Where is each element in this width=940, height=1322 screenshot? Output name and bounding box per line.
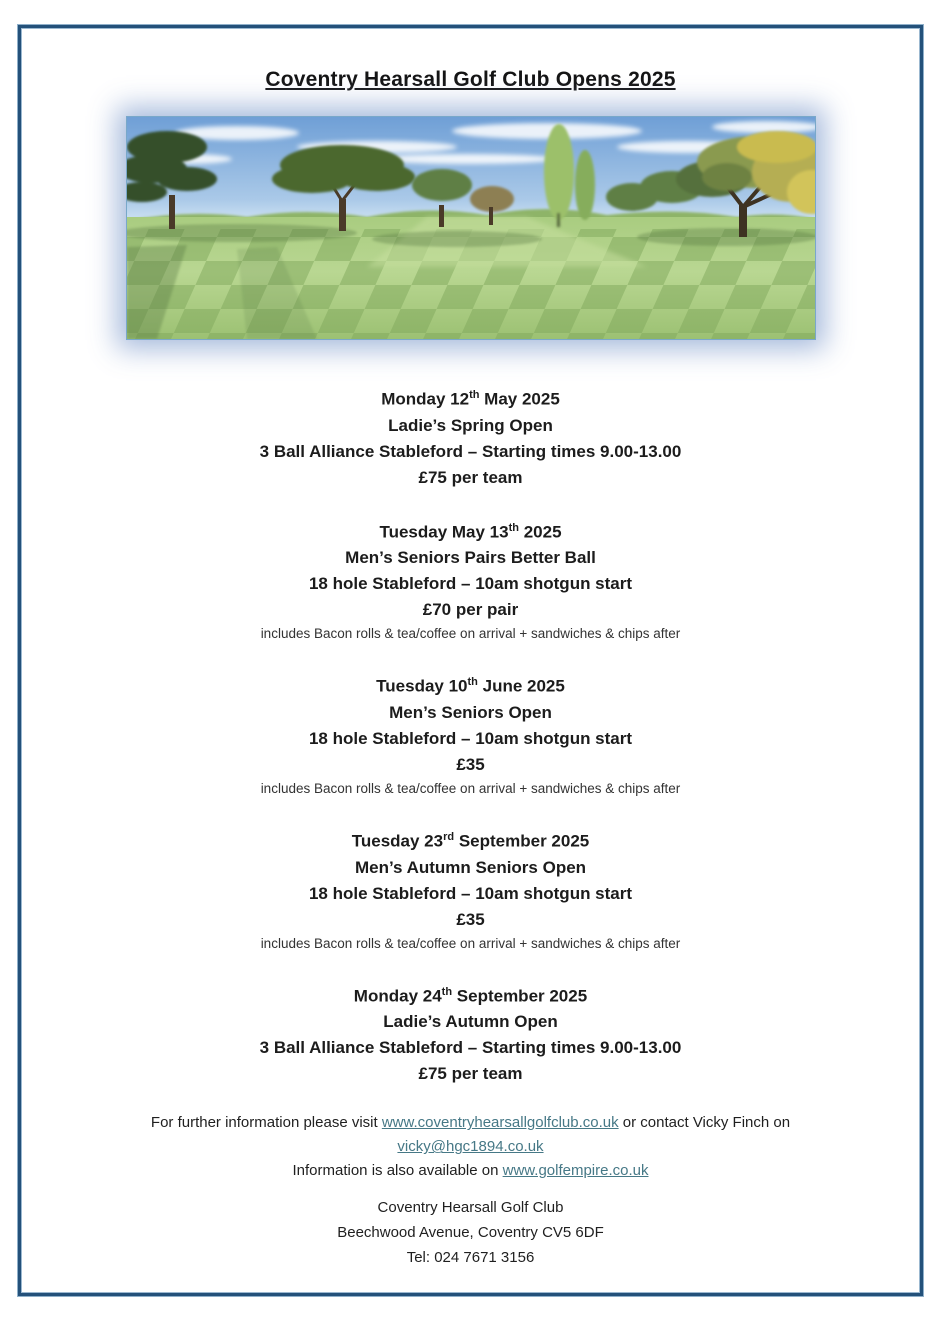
event-price: £70 per pair xyxy=(422,600,519,620)
flyer-content xyxy=(17,68,924,1270)
contact-info xyxy=(17,1111,924,1183)
event-note: includes Bacon rolls & tea/coffee on arrival + sandwiches & chips after xyxy=(260,935,681,951)
event-price: £35 xyxy=(456,754,485,774)
address-club-name: Coventry Hearsall Golf Club xyxy=(377,1199,564,1217)
event-date: Tuesday 10th June 2025 xyxy=(376,676,565,696)
event-date: Monday 24th September 2025 xyxy=(353,985,588,1006)
golf-course-photo xyxy=(126,116,816,340)
event-note: includes Bacon rolls & tea/coffee on arrival + sandwiches & chips after xyxy=(260,626,681,642)
event-format: 3 Ball Alliance Stableford – Starting times 9.00-13.00 xyxy=(259,1038,682,1058)
event-ladies-spring-open xyxy=(17,382,924,491)
event-title: Men’s Seniors Open xyxy=(389,702,552,722)
address-phone: Tel: 024 7671 3156 xyxy=(406,1249,535,1267)
contact-line-3: Information is also available on www.golfempire.co.uk xyxy=(292,1162,649,1180)
event-price: £75 per team xyxy=(418,467,523,487)
event-format: 3 Ball Alliance Stableford – Starting times 9.00-13.00 xyxy=(259,441,682,461)
event-format: 18 hole Stableford – 10am shotgun start xyxy=(308,883,633,903)
event-date: Tuesday May 13th 2025 xyxy=(379,521,562,542)
event-title: Ladie’s Spring Open xyxy=(388,415,553,435)
event-title: Men’s Autumn Seniors Open xyxy=(354,857,587,877)
event-price: £35 xyxy=(456,909,485,929)
event-date: Tuesday 23rd September 2025 xyxy=(351,830,590,851)
event-ladies-autumn-open xyxy=(17,979,924,1088)
golfempire-link[interactable]: www.golfempire.co.uk xyxy=(502,1162,649,1180)
contact-line-1: For further information please visit www.coventryhearsallgolfclub.co.uk or contact Vicky Finch on xyxy=(150,1114,791,1132)
contact-line-2 xyxy=(17,1135,924,1159)
club-address xyxy=(17,1195,924,1270)
event-title: Ladie’s Autumn Open xyxy=(383,1012,558,1032)
event-mens-seniors-open xyxy=(17,669,924,800)
event-mens-autumn-seniors-open xyxy=(17,824,924,955)
event-title: Men’s Seniors Pairs Better Ball xyxy=(345,548,596,568)
page-title: Coventry Hearsall Golf Club Opens 2025 xyxy=(265,68,676,91)
event-mens-seniors-pairs xyxy=(17,515,924,646)
page-border-frame xyxy=(17,24,924,1297)
event-format: 18 hole Stableford – 10am shotgun start xyxy=(308,574,633,594)
event-note: includes Bacon rolls & tea/coffee on arrival + sandwiches & chips after xyxy=(260,780,681,796)
address-street: Beechwood Avenue, Coventry CV5 6DF xyxy=(337,1224,604,1242)
event-date: Monday 12th May 2025 xyxy=(381,389,560,409)
golf-course-illustration xyxy=(127,117,815,339)
email-link[interactable]: vicky@hgc1894.co.uk xyxy=(397,1138,544,1156)
club-website-link[interactable]: www.coventryhearsallgolfclub.co.uk xyxy=(381,1114,619,1132)
events-list xyxy=(17,382,924,1087)
event-price: £75 per team xyxy=(418,1064,523,1084)
event-format: 18 hole Stableford – 10am shotgun start xyxy=(308,728,633,748)
